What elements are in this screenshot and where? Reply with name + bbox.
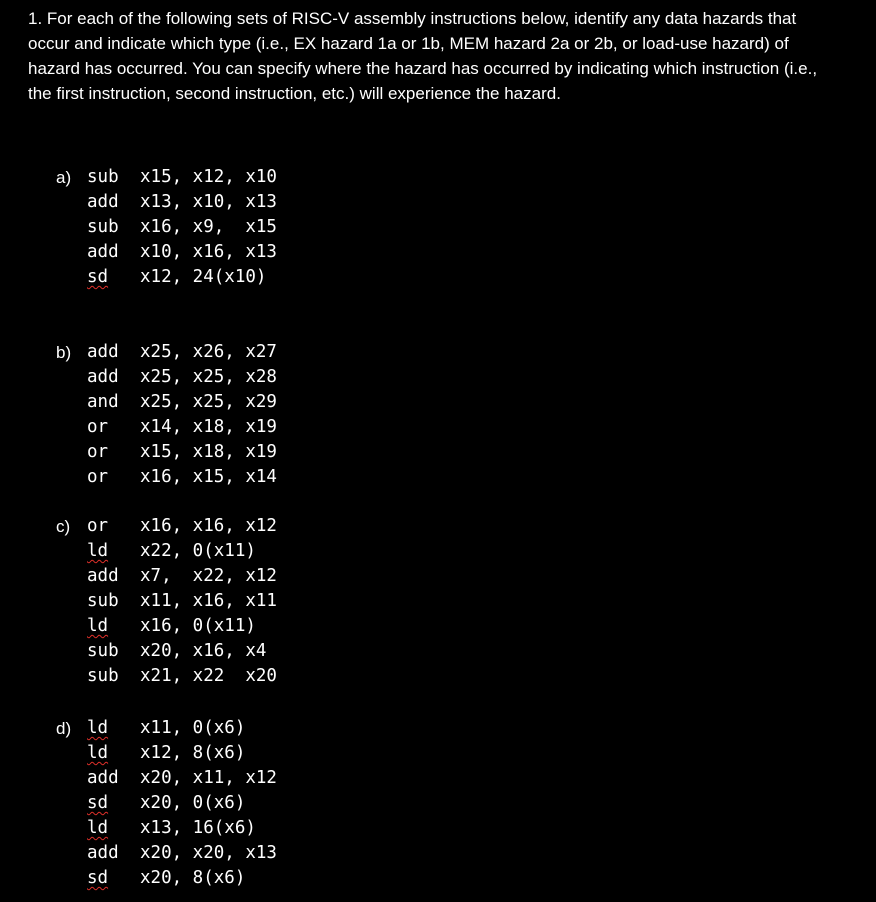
- opcode-spellcheck: ld: [87, 718, 109, 738]
- problem-label: b): [56, 343, 72, 362]
- instruction-line: [87, 514, 277, 539]
- operands: x21, x22 x20: [140, 666, 277, 686]
- instruction-line: [87, 215, 277, 240]
- opcode: add: [87, 843, 119, 863]
- instruction-line: [87, 465, 277, 490]
- instruction-line: [87, 816, 277, 841]
- instruction-line: [87, 841, 277, 866]
- operands: x20, x11, x12: [140, 768, 277, 788]
- opcode: or: [87, 417, 109, 437]
- operands: x15, x18, x19: [140, 442, 277, 462]
- operands: x25, x25, x29: [140, 392, 277, 412]
- instruction-line: [87, 190, 277, 215]
- opcode: sub: [87, 167, 119, 187]
- operands: x20, 0(x6): [140, 793, 246, 813]
- instruction-line: [87, 265, 277, 290]
- operands: x10, x16, x13: [140, 242, 277, 262]
- opcode-spellcheck: ld: [87, 616, 109, 636]
- operands: x20, x16, x4: [140, 641, 267, 661]
- opcode-spellcheck: ld: [87, 743, 109, 763]
- opcode: sub: [87, 591, 119, 611]
- operands: x16, x9, x15: [140, 217, 277, 237]
- operands: x25, x26, x27: [140, 342, 277, 362]
- instruction-line: [87, 866, 277, 891]
- instruction-line: [87, 390, 277, 415]
- opcode: add: [87, 367, 119, 387]
- operands: x11, x16, x11: [140, 591, 277, 611]
- instruction-line: [87, 539, 277, 564]
- instruction-line: [87, 716, 277, 741]
- operands: x11, 0(x6): [140, 718, 246, 738]
- operands: x13, 16(x6): [140, 818, 256, 838]
- instruction-list: [87, 340, 277, 490]
- instruction-line: [87, 440, 277, 465]
- instruction-line: [87, 766, 277, 791]
- opcode: or: [87, 442, 109, 462]
- opcode: sub: [87, 641, 119, 661]
- problem-label: c): [56, 517, 71, 536]
- operands: x7, x22, x12: [140, 566, 277, 586]
- operands: x14, x18, x19: [140, 417, 277, 437]
- operands: x12, 8(x6): [140, 743, 246, 763]
- instruction-list: [87, 716, 277, 891]
- instruction-line: [87, 165, 277, 190]
- opcode-spellcheck: ld: [87, 541, 109, 561]
- opcode-spellcheck: sd: [87, 868, 109, 888]
- opcode-spellcheck: ld: [87, 818, 109, 838]
- instruction-line: [87, 741, 277, 766]
- opcode: add: [87, 342, 119, 362]
- operands: x16, x15, x14: [140, 467, 277, 487]
- opcode: and: [87, 392, 119, 412]
- instruction-line: [87, 664, 277, 689]
- operands: x20, x20, x13: [140, 843, 277, 863]
- opcode: add: [87, 566, 119, 586]
- opcode: sub: [87, 666, 119, 686]
- opcode: add: [87, 192, 119, 212]
- instruction-list: [87, 165, 277, 290]
- instruction-line: [87, 589, 277, 614]
- opcode: or: [87, 516, 109, 536]
- instruction-line: [87, 240, 277, 265]
- opcode: add: [87, 768, 119, 788]
- operands: x20, 8(x6): [140, 868, 246, 888]
- opcode: or: [87, 467, 109, 487]
- operands: x12, 24(x10): [140, 267, 267, 287]
- opcode: add: [87, 242, 119, 262]
- opcode-spellcheck: sd: [87, 267, 109, 287]
- instruction-line: [87, 639, 277, 664]
- problem-label: d): [56, 719, 72, 738]
- operands: x15, x12, x10: [140, 167, 277, 187]
- operands: x16, 0(x11): [140, 616, 256, 636]
- instruction-list: [87, 514, 277, 689]
- instruction-line: [87, 614, 277, 639]
- operands: x16, x16, x12: [140, 516, 277, 536]
- instruction-line: [87, 365, 277, 390]
- opcode: sub: [87, 217, 119, 237]
- opcode-spellcheck: sd: [87, 793, 109, 813]
- operands: x25, x25, x28: [140, 367, 277, 387]
- problem-label: a): [56, 168, 72, 187]
- operands: x13, x10, x13: [140, 192, 277, 212]
- instruction-line: [87, 340, 277, 365]
- operands: x22, 0(x11): [140, 541, 256, 561]
- question-text: 1. For each of the following sets of RISC-V assembly instructions below, identify any data hazards that occur and indicate which type (i.e., EX hazard 1a or 1b, MEM hazard 2a or 2b, or load-use hazard) of hazard has occurred. You can specify where the hazard has occurred by indicating which instruction (i.e., the first instruction, second instruction, etc.) will experience the hazard.: [28, 9, 818, 103]
- instruction-line: [87, 791, 277, 816]
- instruction-line: [87, 415, 277, 440]
- instruction-line: [87, 564, 277, 589]
